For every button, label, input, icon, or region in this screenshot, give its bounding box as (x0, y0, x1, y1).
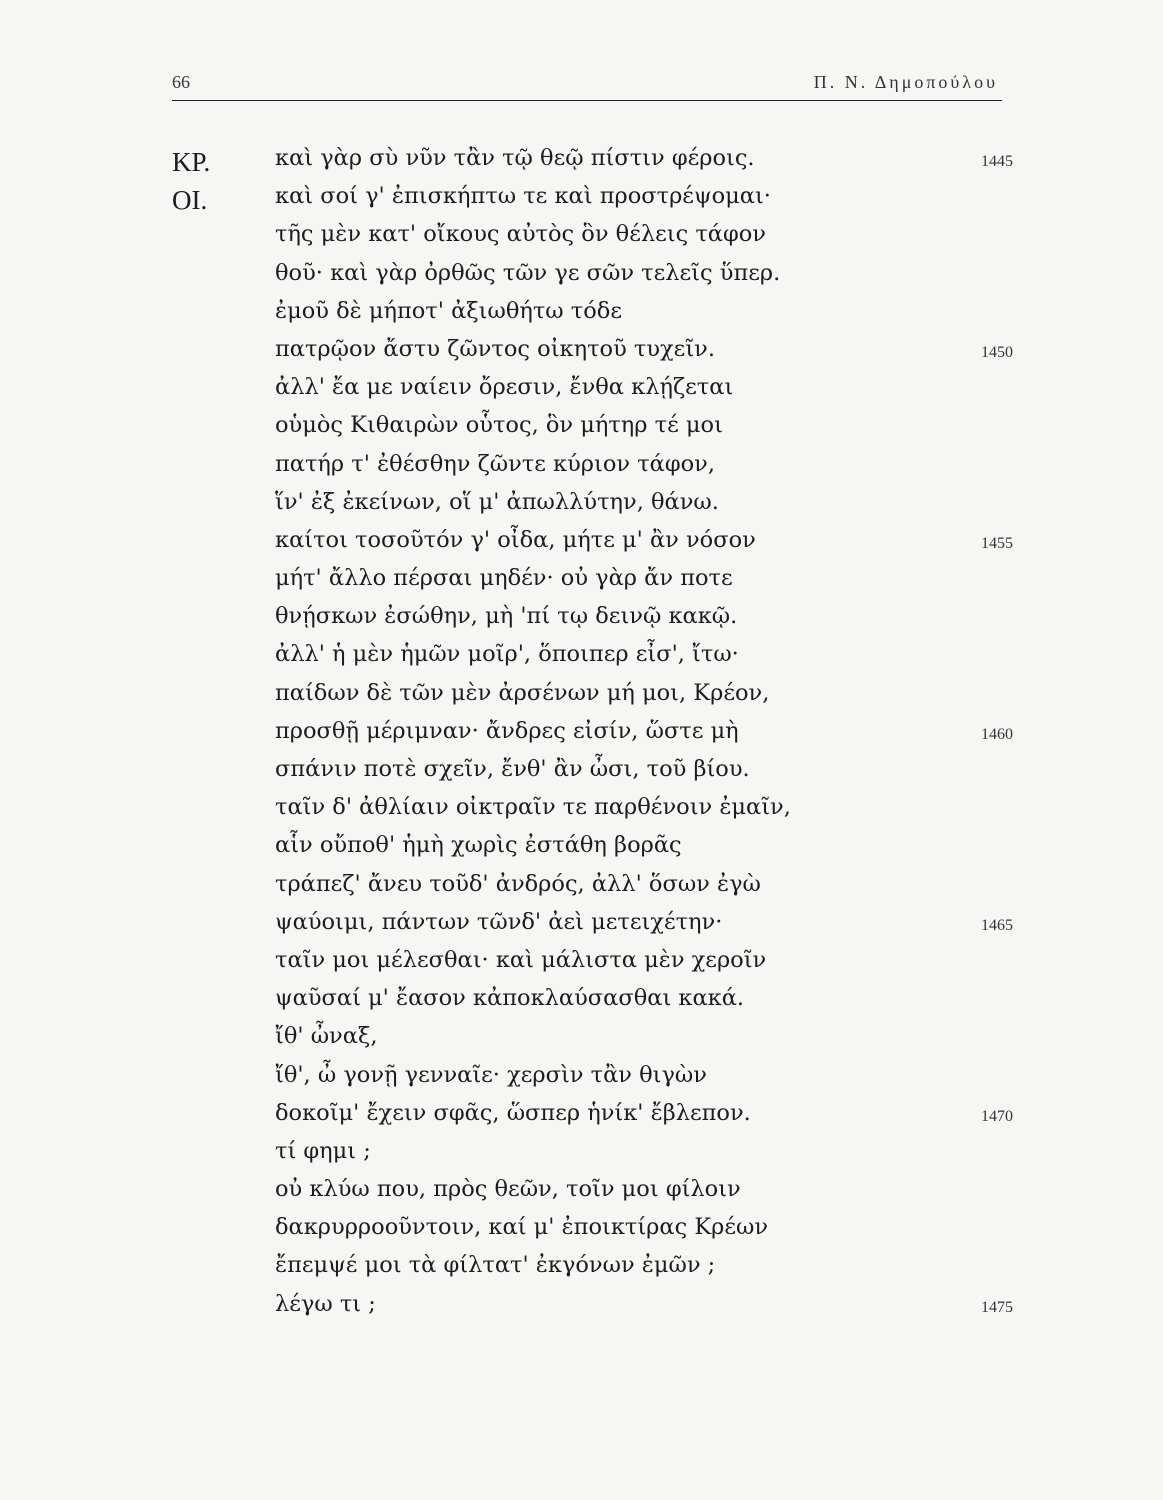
line-number: 1470 (981, 1107, 1013, 1125)
verse-text-line: αἷν οὔποθ' ἡμὴ χωρὶς ἐστάθη βορᾶς (275, 832, 682, 859)
speaker-label: ΟΙ. (172, 185, 208, 216)
line-number: 1450 (981, 343, 1013, 361)
verse-text-line: ἴθ', ὦ γονῇ γενναῖε· χερσὶν τἂν θιγὼν (275, 1061, 707, 1088)
verse-text-line: καὶ γὰρ σὺ νῦν τἂν τῷ θεῷ πίστιν φέροις. (275, 145, 755, 171)
verse-line (0, 603, 1163, 641)
verse-line (0, 985, 1163, 1023)
verse-text-line: τί φημι ; (275, 1137, 371, 1164)
verse-text-line: λέγω τι ; (275, 1290, 376, 1317)
verse-line (0, 374, 1163, 412)
verse-line (0, 260, 1163, 298)
verse-line (0, 794, 1163, 832)
verse-line (0, 1176, 1163, 1214)
verse-text-line: οὑμὸς Κιθαιρὼν οὗτος, ὃν μήτηρ τέ μοι (275, 412, 723, 439)
verse-text-line: τῆς μὲν κατ' οἴκους αὐτὸς ὃν θέλεις τάφον (275, 221, 766, 248)
verse-text-line: ψαῦσαί μ' ἔασον κἀποκλαύσασθαι κακά. (275, 985, 745, 1012)
verse-text-line: καίτοι τοσοῦτόν γ' οἶδα, μήτε μ' ἂν νόσον (275, 526, 756, 553)
verse-line (0, 680, 1163, 718)
line-number: 1455 (981, 534, 1013, 552)
verse-text-line: ταῖν μοι μέλεσθαι· καὶ μάλιστα μὲν χεροῖν (275, 946, 767, 973)
verse-text-line: ἴθ' ὦναξ, (275, 1023, 378, 1050)
line-number: 1445 (981, 153, 1013, 170)
verse-line (0, 947, 1163, 985)
verse-line (0, 832, 1163, 870)
running-header (172, 70, 1002, 101)
verse-text-line: ἵν' ἐξ ἐκείνων, οἵ μ' ἀπωλλύτην, θάνω. (275, 488, 719, 515)
verse-line (0, 718, 1163, 756)
verse-line (0, 565, 1163, 603)
verse-line (0, 1214, 1163, 1252)
verse-line (0, 756, 1163, 794)
verse-text-line: ἀλλ' ἡ μὲν ἡμῶν μοῖρ', ὅποιπερ εἶσ', ἴτω· (275, 641, 739, 668)
verse-text-line: δοκοῖμ' ἔχειν σφᾶς, ὥσπερ ἡνίκ' ἔβλεπον. (275, 1099, 751, 1126)
verse-line (0, 1252, 1163, 1290)
verse-line (0, 336, 1163, 374)
verse-text-line: δακρυρροοῦντοιν, καί μ' ἐποικτίρας Κρέων (275, 1214, 769, 1241)
verse-line (0, 871, 1163, 909)
verse-text-line: ταῖν δ' ἀθλίαιν οἰκτραῖν τε παρθένοιν ἐμαῖν, (275, 794, 791, 821)
verse-line (0, 1100, 1163, 1138)
verse-line (0, 451, 1163, 489)
verse-text-line: τράπεζ' ἄνευ τοῦδ' ἀνδρός, ἀλλ' ὅσων ἐγὼ (275, 870, 761, 897)
verse-line (0, 1062, 1163, 1100)
verse-line (0, 641, 1163, 679)
verse-text (0, 145, 1163, 1329)
verse-text-line: ἐμοῦ δὲ μήποτ' ἀξιωθήτω τόδε (275, 297, 622, 324)
verse-text-line: θοῦ· καὶ γὰρ ὀρθῶς τῶν γε σῶν τελεῖς ὕπερ. (275, 259, 781, 286)
verse-text-line: προσθῇ μέριμναν· ἄνδρες εἰσίν, ὥστε μὴ (275, 717, 739, 744)
line-number: 1465 (981, 916, 1013, 934)
verse-line (0, 909, 1163, 947)
verse-line (0, 527, 1163, 565)
verse-text-line: πατήρ τ' ἐθέσθην ζῶντε κύριον τάφον, (275, 450, 715, 477)
verse-line (0, 221, 1163, 259)
verse-text-line: οὐ κλύω που, πρὸς θεῶν, τοῖν μοι φίλοιν (275, 1176, 741, 1203)
verse-text-line: μήτ' ἄλλο πέρσαι μηδέν· οὐ γὰρ ἄν ποτε (275, 565, 733, 592)
verse-line (0, 183, 1163, 221)
verse-line (0, 145, 1163, 183)
verse-text-line: ἔπεμψέ μοι τὰ φίλτατ' ἐκγόνων ἐμῶν ; (275, 1252, 716, 1279)
line-number: 1475 (981, 1298, 1013, 1316)
verse-line (0, 1291, 1163, 1329)
speaker-label: ΚΡ. (172, 147, 211, 177)
verse-line (0, 412, 1163, 450)
verse-text-line: καὶ σοί γ' ἐπισκήπτω τε καὶ προστρέψομαι· (275, 183, 771, 210)
verse-line (0, 298, 1163, 336)
verse-text-line: ἀλλ' ἔα με ναίειν ὄρεσιν, ἔνθα κλῄζεται (275, 374, 734, 401)
verse-text-line: σπάνιν ποτὲ σχεῖν, ἔνθ' ἂν ὦσι, τοῦ βίου. (275, 756, 750, 782)
verse-text-line: παίδων δὲ τῶν μὲν ἀρσένων μή μοι, Κρέον, (275, 679, 770, 706)
line-number: 1460 (981, 725, 1013, 743)
running-head: Π. Ν. Δημοπούλου (813, 72, 998, 92)
verse-line (0, 1023, 1163, 1061)
verse-line (0, 489, 1163, 527)
verse-line (0, 1138, 1163, 1176)
verse-text-line: ψαύοιμι, πάντων τῶνδ' ἀεὶ μετειχέτην· (275, 908, 723, 935)
verse-text-line: πατρῷον ἄστυ ζῶντος οἰκητοῦ τυχεῖν. (275, 335, 715, 362)
page-number: 66 (172, 72, 190, 92)
verse-text-line: θνῄσκων ἐσώθην, μὴ 'πί τῳ δεινῷ κακῷ. (275, 603, 738, 630)
